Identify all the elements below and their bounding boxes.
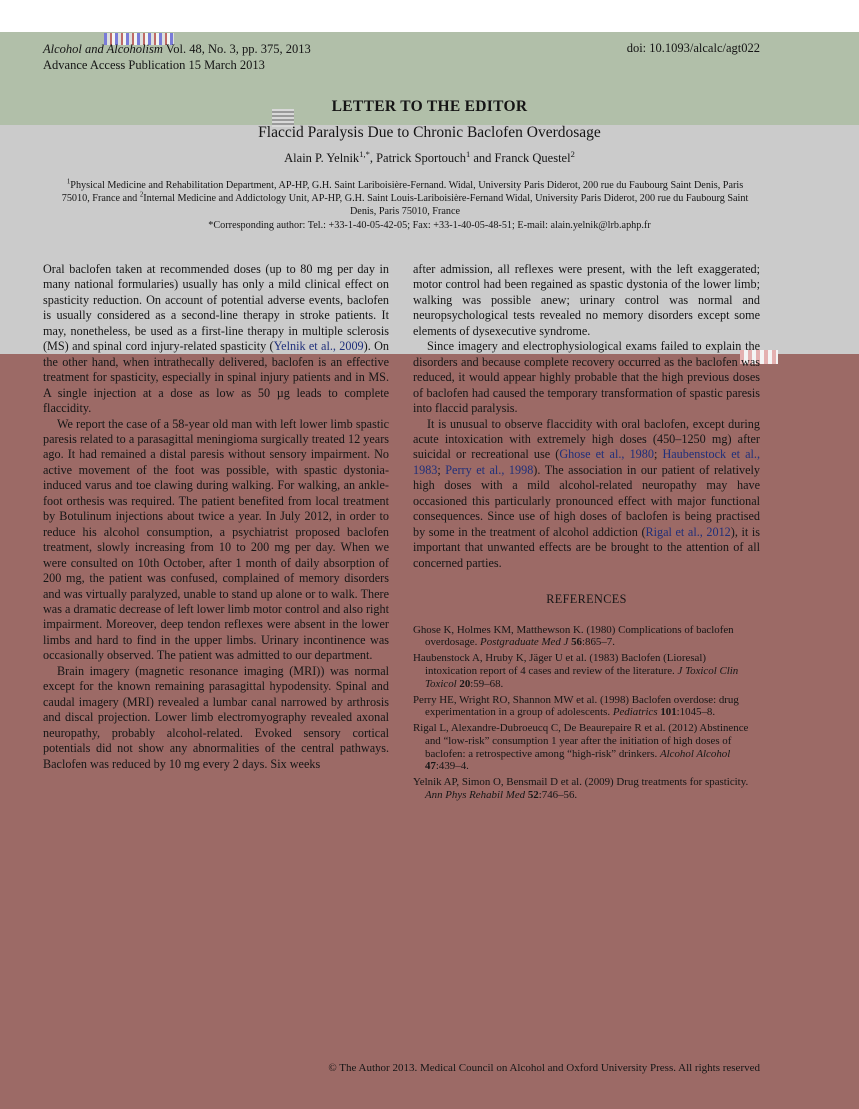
author-separator: , xyxy=(369,151,377,165)
reference-volume: 47 xyxy=(425,760,436,773)
citation-link[interactable]: Ghose et al., 1980 xyxy=(559,447,654,462)
paragraph: Since imagery and electrophysiological exams failed to explain the disorders and because complete recovery occurred as the baclofen was reduced, it would appear highly probable that the high previous doses of baclofen had caused the temporary transformation of spastic paresis into flaccid paralysis. xyxy=(413,339,760,416)
reference-pages: :439–4. xyxy=(435,760,469,773)
reference-text: Yelnik AP, Simon O, Bensmail D et al. (2009) Drug treatments for spasticity. xyxy=(413,776,749,789)
text-run: ), it is important that unwanted effects are be brought to the attention of all concerned parties. xyxy=(413,524,760,570)
advance-access: Advance Access Publication 15 March 2013 xyxy=(43,58,265,72)
text-run: ). On the other hand, when intrathecally delivered, baclofen is an effective treatment for spasticity, especially in spinal injury patients and in MS. A single injection at a dose as low as 50 µg leads to complete flaccidity. xyxy=(43,339,389,416)
author-name: Patrick Sportouch xyxy=(376,151,466,165)
reference-item xyxy=(413,776,760,802)
reference-volume: 56 xyxy=(571,636,582,649)
affiliation-mark: 2 xyxy=(139,191,144,199)
reference-journal: Ann Phys Rehabil Med xyxy=(425,789,528,802)
citation-link[interactable]: Yelnik et al., 2009 xyxy=(273,339,364,354)
reference-text: Rigal L, Alexandre-Dubroeucq C, De Beaurepaire R et al. (2012) Abstinence and “low-risk” consumption 1 year after the initiation of high doses of baclofen: a retrospective among “high-risk” drinkers. xyxy=(413,722,749,760)
text-run: ; xyxy=(653,447,663,462)
author-affiliation-mark: 2 xyxy=(570,148,575,159)
copyright-footer: © The Author 2013. Medical Council on Alcohol and Oxford University Press. All rights reserved xyxy=(328,1062,760,1074)
reference-text: Haubenstock A, Hruby K, Jäger U et al. (1983) Baclofen (Lioresal) intoxication report of 4 cases and review of the literature. xyxy=(413,652,707,677)
author-separator: and xyxy=(470,151,495,165)
reference-volume: 101 xyxy=(660,706,677,719)
doi[interactable]: doi: 10.1093/alcalc/agt022 xyxy=(626,41,760,55)
text-run: Oral baclofen taken at recommended doses (up to 80 mg per day in many national formularies) usually has only a mild clinical effect on spasticity reduction. On account of potential adverse events, baclofen is usually considered as a second-line therapy in stroke patients. It may, nonetheless, be used as a first-line therapy in multiple sclerosis (MS) and spinal cord injury-related spasticity ( xyxy=(43,262,389,354)
author-name: Alain P. Yelnik xyxy=(284,151,360,165)
paragraph: after admission, all reflexes were present, with the left exaggerated; motor control had been regained as spastic dystonia of the lower limb; walking was possible anew; urinary control was normal and neuropsychological tests revealed no memory disorders except some elements of dysexecutive syndrome. xyxy=(413,262,760,338)
reference-pages: :746–56. xyxy=(538,789,578,802)
body-column-left xyxy=(43,262,389,772)
paragraph: We report the case of a 58-year old man with left lower limb spastic paresis related to a parasagittal meningioma surgically treated 12 years ago. It had remained a distal paresis without sensory impairment. No active movement of the foot was possible, with spastic dystonia-induced varus and toe clawing during walking. For walking, an ankle-foot orthesis was required. The patient benefited from local treatment by Botulinum injections about twice a year. In July 2012, in order to reduce his alcohol consumption, a psychiatrist proposed baclofen treatment, slowly increasing from 10 to 200 mg per day. When we were consulted on 10th October, after 1 month of daily absorption of 200 mg, the patient was confused, complained of memory disorders and was virtually paralyzed, unable to stand up alone or to walk. There was a dramatic decrease of left lower limb motor control and also right impairment. Moreover, deep tendon reflexes were absent in the lower limbs and hard to find in the upper limbs. Urinary incontinence was occasionally observed. The patient was admitted to our department. xyxy=(43,416,389,663)
reference-text: Ghose K, Holmes KM, Matthewson K. (1980) Complications of baclofen overdosage. xyxy=(413,623,734,649)
reference-journal: J Toxicol Clin Toxicol xyxy=(425,664,739,690)
reference-journal: Alcohol Alcohol xyxy=(659,747,731,760)
text-run: ). The association in our patient of relatively high doses with a mild alcohol-related neuropathy may have occasioned this particularly pronounced effect with major functional consequences. Since use of high doses of baclofen is being practised by some in the treatment of alcohol addiction ( xyxy=(413,462,760,539)
author-affiliation-mark: 1 xyxy=(465,148,471,159)
reference-text: Perry HE, Wright RO, Shannon MW et al. (1998) Baclofen overdose: drug experimentation in a group of adolescents. xyxy=(413,693,739,719)
reference-item xyxy=(413,722,760,773)
references-heading: REFERENCES xyxy=(546,592,627,607)
reference-list xyxy=(413,624,760,802)
reference-pages: :1045–8. xyxy=(676,706,716,719)
reference-pages: :59–68. xyxy=(470,677,504,690)
text-run: It is unusual to observe flaccidity with oral baclofen, except during acute intoxication with extremely high doses (450–1250 mg) after suicidal or recreational use ( xyxy=(413,416,760,462)
paragraph: Brain imagery (magnetic resonance imaging (MRI)) was normal except for the known remaining parasagittal hypodensity. Spinal and caudal imagery (MRI) revealed a lumbar canal narrowed by arthrosis and discal projection. Lower limb electromyography revealed axonal neuropathy, probably alcohol-related. Evoked sensory cortical potentials did not show any abnormalities of the central pathways. Baclofen was reduced by 10 mg every 2 days. Six weeks xyxy=(43,663,389,771)
article-kind: LETTER TO THE EDITOR xyxy=(331,98,528,115)
journal-name: Alcohol and Alcoholism xyxy=(43,42,163,56)
affiliation-1: Physical Medicine and Rehabilitation Department, AP-HP, G.H. Saint Lariboisière-Fernand. Widal, University Paris Diderot, 200 rue du Faubourg Saint Denis, Paris 75010, France and xyxy=(61,180,744,204)
journal-volume: Vol. 48, No. 3, pp. 375, 2013 xyxy=(162,42,311,56)
reference-journal: Pediatrics xyxy=(612,706,661,719)
author-affiliation-mark: 1,* xyxy=(359,148,370,159)
affiliation-mark: 1 xyxy=(66,178,71,186)
author-name: Franck Questel xyxy=(494,151,571,165)
paragraph xyxy=(43,262,389,417)
citation-link[interactable]: Perry et al., 1998 xyxy=(445,462,534,477)
reference-volume: 20 xyxy=(459,677,471,690)
journal-reference xyxy=(43,41,311,73)
text-run: ; xyxy=(437,462,446,477)
affiliations xyxy=(52,179,758,218)
reference-item xyxy=(413,652,760,690)
author-list xyxy=(0,148,859,166)
paragraph xyxy=(413,417,760,572)
reference-pages: :865–7. xyxy=(581,636,615,649)
article-title: Flaccid Paralysis Due to Chronic Baclofen Overdosage xyxy=(258,124,601,141)
citation-link[interactable]: Haubenstock et al., 1983 xyxy=(413,447,761,477)
citation-link[interactable]: Rigal et al., 2012 xyxy=(645,524,731,539)
affiliation-2: Internal Medicine and Addictology Unit, AP-HP, G.H. Saint Louis-Lariboisière-Fernand Widal, University Paris Diderot, 200 rue du Faubourg Saint Denis, Paris 75010, France xyxy=(143,193,749,217)
body-column-right xyxy=(413,262,760,805)
reference-item xyxy=(413,694,760,720)
reference-volume: 52 xyxy=(527,789,539,802)
reference-item xyxy=(413,624,760,650)
correspondence: *Corresponding author: Tel.: +33-1-40-05-42-05; Fax: +33-1-40-05-48-51; E-mail: alain.yelnik@lrb.aphp.fr xyxy=(208,220,651,231)
reference-journal: Postgraduate Med J xyxy=(480,636,572,649)
